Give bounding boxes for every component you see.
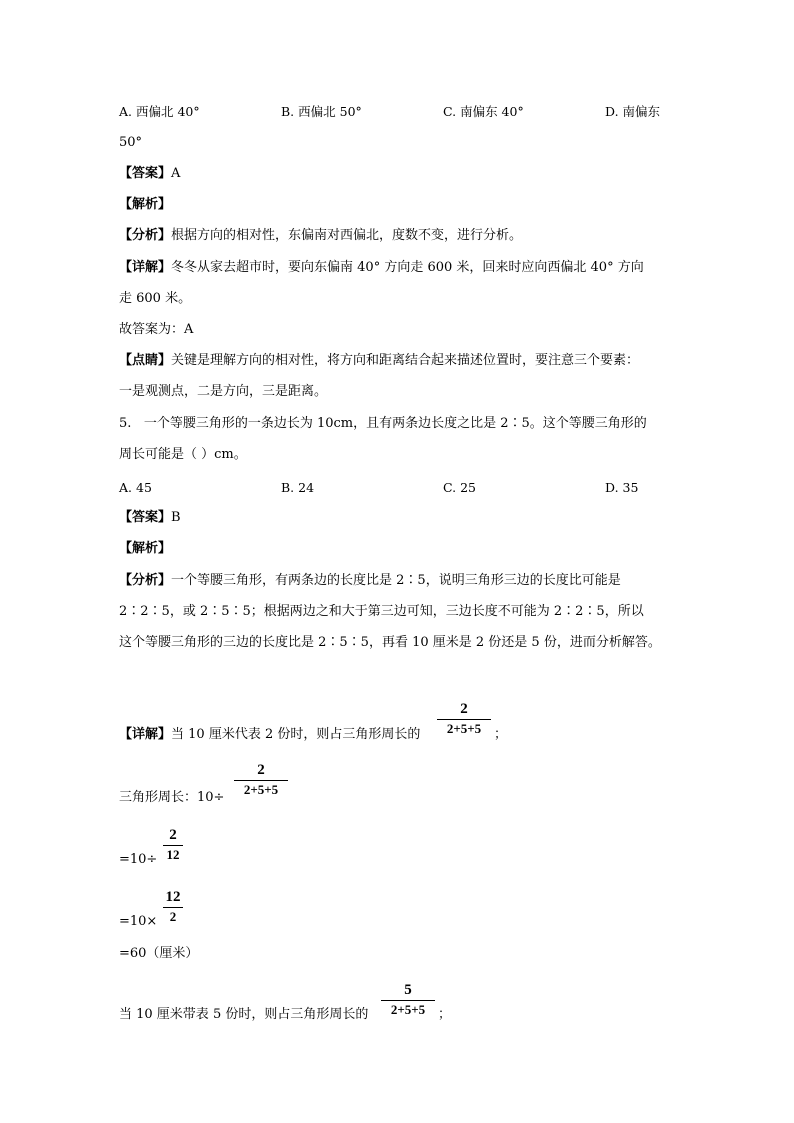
question-5-stem bbox=[119, 416, 647, 432]
step-1-prefix: =10÷ bbox=[119, 852, 158, 867]
fenxi-tag: 【分析】 bbox=[119, 573, 172, 588]
answer-line bbox=[119, 166, 180, 182]
fenxi-text: 根据方向的相对性，东偏南对西偏北，度数不变，进行分析。 bbox=[171, 228, 523, 243]
step-3: =60（厘米） bbox=[119, 946, 199, 961]
option-c bbox=[443, 480, 476, 496]
option-a bbox=[119, 104, 200, 120]
option-text: 西偏北 40° bbox=[136, 104, 200, 119]
xiangjie-line bbox=[119, 727, 420, 743]
option-letter: C. bbox=[443, 104, 457, 119]
option-b bbox=[281, 104, 362, 120]
dianjing-text: 关键是理解方向的相对性，将方向和距离结合起来描述位置时，要注意三个要素： bbox=[171, 353, 640, 368]
option-text: 35 bbox=[622, 480, 639, 495]
fraction-2 bbox=[234, 761, 288, 798]
fraction-denominator: 2+5+5 bbox=[446, 721, 482, 736]
xiangjie-text: 冬冬从家去超市时，要向东偏南 40° 方向走 600 米，回来时应向西偏北 40° 方向 bbox=[171, 260, 644, 275]
fraction-bar bbox=[437, 719, 491, 720]
question-5-stem-2: 周长可能是（ ）cm。 bbox=[119, 447, 247, 462]
option-c bbox=[443, 104, 524, 120]
option-letter: B. bbox=[281, 104, 295, 119]
option-letter: A. bbox=[119, 480, 133, 495]
answer-value: B bbox=[171, 510, 181, 525]
question-stem: 一个等腰三角形的一条边长为 10cm，且有两条边长度之比是 2∶5。这个等腰三角形的 bbox=[143, 416, 647, 431]
option-letter: A. bbox=[119, 104, 133, 119]
option-letter: C. bbox=[443, 480, 457, 495]
answer-value: A bbox=[171, 166, 181, 181]
option-text: 25 bbox=[460, 480, 476, 495]
fraction-denominator: 12 bbox=[166, 847, 180, 862]
answer-line bbox=[119, 510, 181, 526]
option-d-wrap: 50° bbox=[119, 135, 143, 150]
perimeter-label: 三角形周长：10÷ bbox=[119, 790, 225, 805]
fraction-numerator: 5 bbox=[404, 982, 412, 998]
dianjing-line-2: 一是观测点，二是方向，三是距离。 bbox=[119, 384, 328, 399]
fraction-1 bbox=[437, 700, 491, 737]
option-text: 西偏北 50° bbox=[298, 104, 362, 119]
fraction-numerator: 2 bbox=[257, 762, 265, 778]
fraction-bar bbox=[163, 845, 183, 846]
fraction-numerator: 2 bbox=[460, 701, 468, 717]
fenxi-line bbox=[119, 573, 621, 589]
option-d bbox=[605, 480, 638, 496]
fenxi-tag: 【分析】 bbox=[119, 228, 172, 243]
fraction-3 bbox=[163, 826, 183, 863]
option-text: 南偏东 40° bbox=[460, 104, 524, 119]
xiangjie-text: 当 10 厘米代表 2 份时，则占三角形周长的 bbox=[171, 727, 421, 742]
dianjing-tag: 【点睛】 bbox=[119, 353, 172, 368]
option-letter: B. bbox=[281, 480, 295, 495]
fraction-bar bbox=[163, 907, 183, 908]
fraction-5 bbox=[381, 981, 435, 1018]
fenxi-text: 一个等腰三角形，有两条边的长度比是 2∶5，说明三角形三边的长度比可能是 bbox=[171, 573, 621, 588]
answer-tag: 【答案】 bbox=[119, 166, 172, 181]
analysis-tag: 【解析】 bbox=[119, 541, 172, 556]
fenxi-line bbox=[119, 228, 522, 244]
xiangjie-tag: 【详解】 bbox=[119, 727, 172, 742]
question-number: 5. bbox=[119, 416, 132, 431]
semicolon: ； bbox=[494, 727, 508, 742]
xiangjie-line bbox=[119, 260, 644, 276]
answer-tag: 【答案】 bbox=[119, 510, 172, 525]
xiangjie-line-2: 走 600 米。 bbox=[119, 291, 192, 306]
xiangjie-tag: 【详解】 bbox=[119, 260, 172, 275]
fraction-bar bbox=[381, 1000, 435, 1001]
option-a bbox=[119, 480, 152, 496]
fenxi-line-2: 2∶2∶5，或 2∶5∶5；根据两边之和大于第三边可知，三边长度不可能为 2∶2∶5，所以 bbox=[119, 604, 644, 619]
option-text: 24 bbox=[298, 480, 315, 495]
conclusion: 故答案为：A bbox=[119, 322, 194, 337]
fenxi-line-3: 这个等腰三角形的三边的长度比是 2∶5∶5，再看 10 厘米是 2 份还是 5 份，进而分析解答。 bbox=[119, 635, 661, 650]
option-d bbox=[605, 104, 660, 120]
option-text: 45 bbox=[136, 480, 152, 495]
fraction-bar bbox=[234, 780, 288, 781]
fraction-denominator: 2 bbox=[169, 909, 177, 924]
dianjing-line bbox=[119, 353, 639, 369]
fraction-numerator: 12 bbox=[165, 889, 181, 905]
analysis-tag: 【解析】 bbox=[119, 197, 172, 212]
step-2-prefix: =10× bbox=[119, 914, 158, 929]
option-text: 南偏东 bbox=[622, 104, 661, 119]
fraction-4 bbox=[163, 888, 183, 925]
fraction-numerator: 2 bbox=[169, 827, 177, 843]
fraction-denominator: 2+5+5 bbox=[243, 782, 279, 797]
option-letter: D. bbox=[605, 104, 619, 119]
semicolon: ； bbox=[438, 1007, 452, 1022]
case-2-text: 当 10 厘米带表 5 份时，则占三角形周长的 bbox=[119, 1007, 369, 1022]
fraction-denominator: 2+5+5 bbox=[390, 1002, 426, 1017]
option-letter: D. bbox=[605, 480, 619, 495]
option-b bbox=[281, 480, 314, 496]
